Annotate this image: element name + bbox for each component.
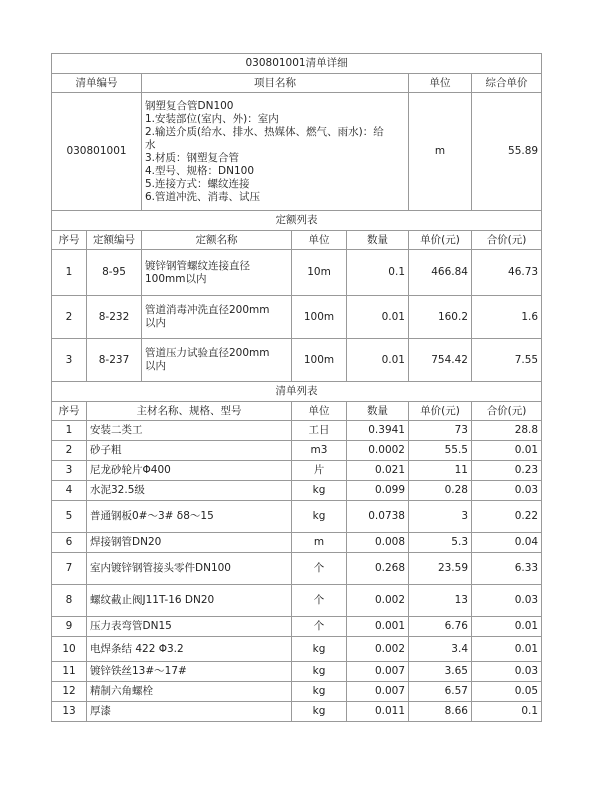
material-header-total: 合价(元) xyxy=(472,402,542,421)
material-qty: 0.002 xyxy=(347,585,409,617)
material-unit: m xyxy=(292,533,347,553)
material-total: 0.23 xyxy=(472,461,542,481)
material-price: 5.3 xyxy=(409,533,472,553)
quota-header-total: 合价(元) xyxy=(472,231,542,250)
material-price: 6.76 xyxy=(409,617,472,637)
desc-line: 水 xyxy=(145,138,156,151)
material-rows xyxy=(52,421,542,722)
desc-line: 6.管道冲洗、消毒、试压 xyxy=(145,190,261,203)
quota-row xyxy=(52,296,542,339)
sheet-title: 030801001清单详细 xyxy=(52,54,542,74)
quota-no: 3 xyxy=(52,339,87,382)
material-name: 电焊条结 422 Φ3.2 xyxy=(87,637,292,662)
material-name: 焊接钢管DN20 xyxy=(87,533,292,553)
item-description xyxy=(142,93,409,211)
material-price: 13 xyxy=(409,585,472,617)
quota-header-name: 定额名称 xyxy=(142,231,292,250)
material-name: 普通钢板0#～3# δ8～15 xyxy=(87,501,292,533)
quota-price: 754.42 xyxy=(409,339,472,382)
material-no: 2 xyxy=(52,441,87,461)
material-row xyxy=(52,702,542,722)
material-total: 0.01 xyxy=(472,617,542,637)
quota-code: 8-237 xyxy=(87,339,142,382)
quota-no: 1 xyxy=(52,250,87,296)
header-name: 项目名称 xyxy=(142,74,409,93)
material-no: 5 xyxy=(52,501,87,533)
material-header-price: 单价(元) xyxy=(409,402,472,421)
quota-unit: 100m xyxy=(292,296,347,339)
quota-unit: 100m xyxy=(292,339,347,382)
material-qty: 0.002 xyxy=(347,637,409,662)
desc-line: 1.安装部位(室内、外)：室内 xyxy=(145,112,279,125)
material-header-no: 序号 xyxy=(52,402,87,421)
material-qty: 0.021 xyxy=(347,461,409,481)
desc-line: 2.输送介质(给水、排水、热媒体、燃气、雨水)：给 xyxy=(145,125,384,138)
material-no: 1 xyxy=(52,421,87,441)
material-row xyxy=(52,481,542,501)
material-name: 尼龙砂轮片Φ400 xyxy=(87,461,292,481)
material-total: 0.03 xyxy=(472,481,542,501)
material-unit: kg xyxy=(292,662,347,682)
material-name: 安装二类工 xyxy=(87,421,292,441)
material-row xyxy=(52,617,542,637)
quota-row xyxy=(52,339,542,382)
material-total: 0.05 xyxy=(472,682,542,702)
material-row xyxy=(52,637,542,662)
item-price: 55.89 xyxy=(472,93,542,211)
quota-name-line: 以内 xyxy=(145,360,166,372)
material-qty: 0.268 xyxy=(347,553,409,585)
quota-name-line: 以内 xyxy=(145,317,166,329)
material-no: 8 xyxy=(52,585,87,617)
quota-price: 160.2 xyxy=(409,296,472,339)
material-no: 3 xyxy=(52,461,87,481)
material-name: 螺纹截止阀J11T-16 DN20 xyxy=(87,585,292,617)
material-name: 镀锌铁丝13#～17# xyxy=(87,662,292,682)
desc-line: 4.型号、规格：DN100 xyxy=(145,164,254,177)
material-price: 6.57 xyxy=(409,682,472,702)
quota-name-line: 100mm以内 xyxy=(145,272,207,285)
material-row xyxy=(52,585,542,617)
desc-line: 3.材质：钢塑复合管 xyxy=(145,151,240,164)
quota-price: 466.84 xyxy=(409,250,472,296)
material-price: 0.28 xyxy=(409,481,472,501)
quota-code: 8-95 xyxy=(87,250,142,296)
material-unit: 个 xyxy=(292,617,347,637)
material-price: 73 xyxy=(409,421,472,441)
material-name: 砂子粗 xyxy=(87,441,292,461)
material-unit: m3 xyxy=(292,441,347,461)
material-row xyxy=(52,461,542,481)
material-name: 室内镀锌钢管接头零件DN100 xyxy=(87,553,292,585)
material-row xyxy=(52,441,542,461)
material-no: 9 xyxy=(52,617,87,637)
material-price: 3.4 xyxy=(409,637,472,662)
material-no: 6 xyxy=(52,533,87,553)
material-total: 0.01 xyxy=(472,637,542,662)
quota-total: 1.6 xyxy=(472,296,542,339)
material-no: 11 xyxy=(52,662,87,682)
material-price: 23.59 xyxy=(409,553,472,585)
material-unit: 工日 xyxy=(292,421,347,441)
quota-total: 7.55 xyxy=(472,339,542,382)
quota-name xyxy=(142,339,292,382)
material-price: 11 xyxy=(409,461,472,481)
material-qty: 0.001 xyxy=(347,617,409,637)
item-unit: m xyxy=(409,93,472,211)
material-unit: kg xyxy=(292,501,347,533)
material-unit: 片 xyxy=(292,461,347,481)
material-row xyxy=(52,682,542,702)
material-qty: 0.099 xyxy=(347,481,409,501)
quota-name xyxy=(142,250,292,296)
quota-qty: 0.1 xyxy=(347,250,409,296)
desc-line: 5.连接方式：螺纹连接 xyxy=(145,177,250,190)
quota-header-qty: 数量 xyxy=(347,231,409,250)
material-qty: 0.0738 xyxy=(347,501,409,533)
material-price: 8.66 xyxy=(409,702,472,722)
material-total: 0.01 xyxy=(472,441,542,461)
quota-header-price: 单价(元) xyxy=(409,231,472,250)
item-code: 030801001 xyxy=(52,93,142,211)
material-total: 0.03 xyxy=(472,662,542,682)
quota-header-unit: 单位 xyxy=(292,231,347,250)
material-qty: 0.3941 xyxy=(347,421,409,441)
material-total: 6.33 xyxy=(472,553,542,585)
header-price: 综合单价 xyxy=(472,74,542,93)
material-no: 7 xyxy=(52,553,87,585)
quota-section-title: 定额列表 xyxy=(52,211,542,231)
quota-name-line: 镀锌钢管螺纹连接直径 xyxy=(145,259,250,272)
quota-code: 8-232 xyxy=(87,296,142,339)
quota-total: 46.73 xyxy=(472,250,542,296)
material-qty: 0.007 xyxy=(347,682,409,702)
quota-qty: 0.01 xyxy=(347,339,409,382)
material-no: 10 xyxy=(52,637,87,662)
material-qty: 0.007 xyxy=(347,662,409,682)
material-price: 55.5 xyxy=(409,441,472,461)
quota-name-line: 管道消毒冲洗直径200mm xyxy=(145,304,270,316)
material-qty: 0.0002 xyxy=(347,441,409,461)
quota-qty: 0.01 xyxy=(347,296,409,339)
material-unit: kg xyxy=(292,702,347,722)
material-header-unit: 单位 xyxy=(292,402,347,421)
material-unit: kg xyxy=(292,481,347,501)
quota-header-code: 定额编号 xyxy=(87,231,142,250)
quota-unit: 10m xyxy=(292,250,347,296)
quota-name xyxy=(142,296,292,339)
material-unit: 个 xyxy=(292,553,347,585)
header-code: 清单编号 xyxy=(52,74,142,93)
material-no: 4 xyxy=(52,481,87,501)
material-no: 13 xyxy=(52,702,87,722)
material-row xyxy=(52,553,542,585)
quota-name-line: 管道压力试验直径200mm xyxy=(145,347,270,359)
quota-header-no: 序号 xyxy=(52,231,87,250)
material-total: 0.22 xyxy=(472,501,542,533)
material-name: 精制六角螺栓 xyxy=(87,682,292,702)
material-total: 28.8 xyxy=(472,421,542,441)
bill-detail-table xyxy=(51,53,542,722)
material-row xyxy=(52,533,542,553)
bill-detail-sheet xyxy=(51,53,541,722)
material-unit: kg xyxy=(292,637,347,662)
material-total: 0.04 xyxy=(472,533,542,553)
material-name: 水泥32.5级 xyxy=(87,481,292,501)
material-section-title: 清单列表 xyxy=(52,382,542,402)
material-qty: 0.011 xyxy=(347,702,409,722)
header-unit: 单位 xyxy=(409,74,472,93)
material-row xyxy=(52,421,542,441)
material-no: 12 xyxy=(52,682,87,702)
quota-row xyxy=(52,250,542,296)
material-row xyxy=(52,501,542,533)
material-total: 0.03 xyxy=(472,585,542,617)
material-row xyxy=(52,662,542,682)
material-price: 3 xyxy=(409,501,472,533)
desc-line: 钢塑复合管DN100 xyxy=(145,99,234,112)
material-total: 0.1 xyxy=(472,702,542,722)
material-unit: 个 xyxy=(292,585,347,617)
material-name: 厚漆 xyxy=(87,702,292,722)
material-qty: 0.008 xyxy=(347,533,409,553)
material-name: 压力表弯管DN15 xyxy=(87,617,292,637)
material-header-name: 主材名称、规格、型号 xyxy=(87,402,292,421)
material-price: 3.65 xyxy=(409,662,472,682)
material-unit: kg xyxy=(292,682,347,702)
quota-no: 2 xyxy=(52,296,87,339)
material-header-qty: 数量 xyxy=(347,402,409,421)
